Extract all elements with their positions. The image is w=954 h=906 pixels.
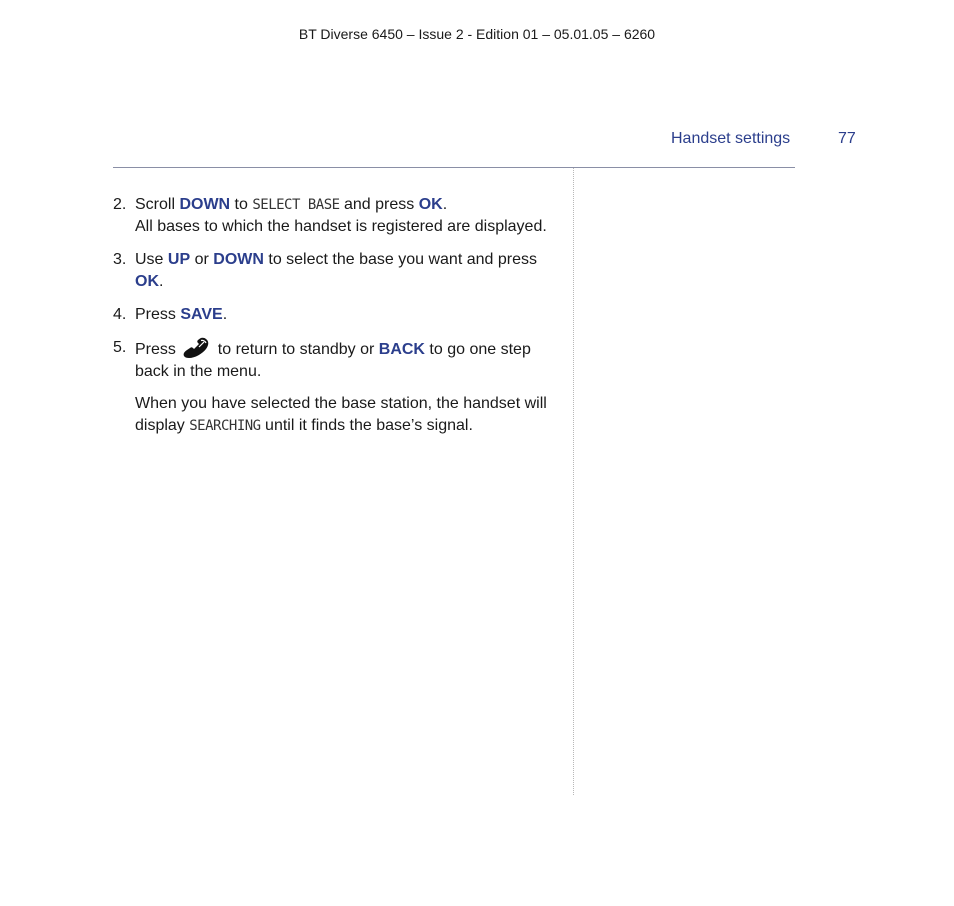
step-2 <box>113 194 568 238</box>
key-back-label: BACK <box>378 341 425 358</box>
key-down-label: DOWN <box>213 251 264 268</box>
column-divider <box>573 168 574 795</box>
note-paragraph <box>113 393 568 437</box>
step-text: Scroll <box>135 196 180 213</box>
step-text: . <box>159 273 164 290</box>
step-text: Press <box>135 341 181 358</box>
display-text-searching: SEARCHING <box>189 418 261 434</box>
step-text: or <box>190 251 214 268</box>
key-save-label: SAVE <box>180 306 223 323</box>
key-up-label: UP <box>167 251 191 268</box>
step-3 <box>113 249 568 293</box>
key-ok-label: OK <box>418 196 443 213</box>
header-divider <box>113 167 795 168</box>
step-text: . <box>222 306 228 323</box>
key-ok-label: OK <box>135 273 159 290</box>
step-text: to select the base you want and press <box>263 251 537 268</box>
step-text: to go one step back in the menu. <box>135 341 531 380</box>
step-text: Press <box>135 306 181 323</box>
instruction-steps <box>113 194 568 394</box>
step-text: to <box>230 196 253 213</box>
step-4 <box>113 304 568 326</box>
step-text: and press <box>339 196 419 213</box>
document-reference: BT Diverse 6450 – Issue 2 - Edition 01 – 05.01.05 – 6260 <box>298 26 656 42</box>
page-number: 77 <box>838 130 856 147</box>
note-block <box>113 393 568 437</box>
step-text: to return to standby or <box>213 341 379 358</box>
step-number: 3. <box>113 251 127 268</box>
step-text: . <box>442 196 448 213</box>
note-text: When you have selected the base station, the handset will display <box>135 395 547 434</box>
end-call-icon <box>181 337 211 359</box>
section-title: Handset settings <box>671 130 791 147</box>
note-text: until it finds the base’s signal. <box>260 417 473 434</box>
key-down-label: DOWN <box>179 196 231 213</box>
step-number: 5. <box>113 339 127 356</box>
step-5 <box>113 337 568 383</box>
step-text: Use <box>135 251 168 268</box>
display-text-select-base: SELECT BASE <box>252 197 340 213</box>
step-number: 2. <box>113 196 127 213</box>
step-number: 4. <box>113 306 127 323</box>
step-detail: All bases to which the handset is registered are displayed. <box>135 218 547 235</box>
